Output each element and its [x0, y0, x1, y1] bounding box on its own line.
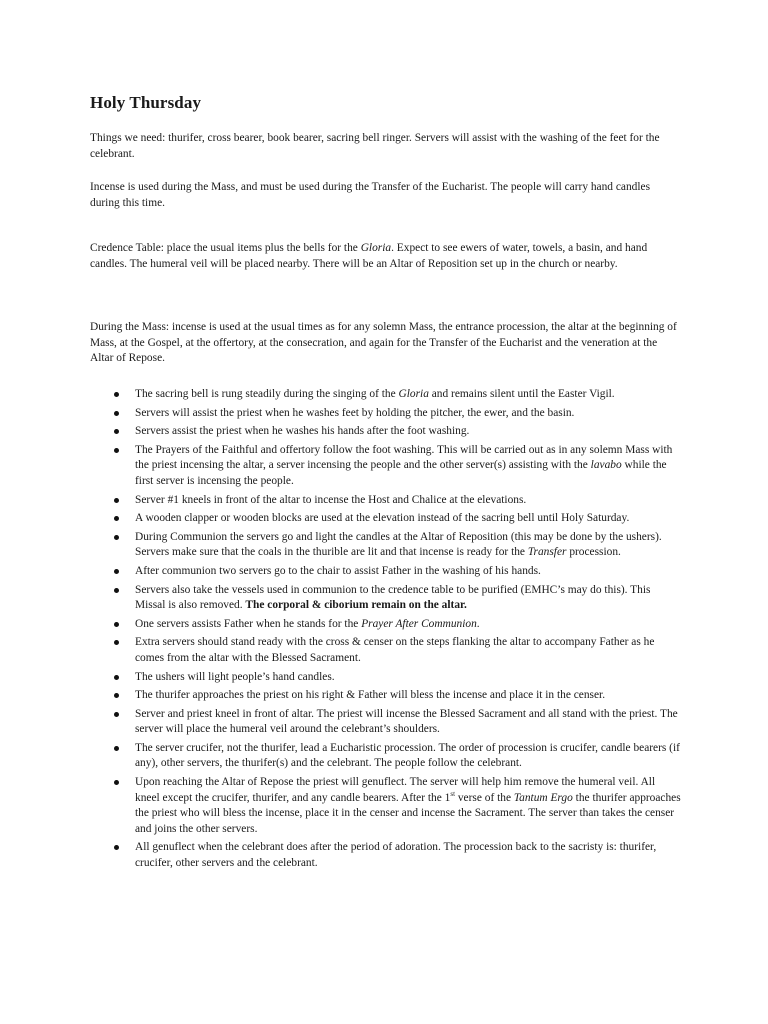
instruction-list	[90, 387, 682, 875]
list-item: Servers will assist the priest when he washes feet by holding the pitcher, the ewer, and the basin.	[90, 406, 682, 422]
bullet-icon	[114, 569, 119, 574]
during-mass-paragraph: During the Mass: incense is used at the usual times as for any solemn Mass, the entrance procession, the altar at the beginning of Mass, at the Gospel, at the offertory, at the consecration, and again for the Transfer of the Eucharist and the veneration at the Altar of Repose.	[90, 321, 677, 365]
bullet-icon	[114, 693, 119, 698]
bullet-icon	[114, 675, 119, 680]
bullet-icon	[114, 640, 119, 645]
list-item: Extra servers should stand ready with the cross & censer on the steps flanking the altar to accompany Father as he comes from the altar with the Blessed Sacrament.	[90, 635, 682, 666]
bullet-icon	[114, 780, 119, 785]
credence-table-paragraph	[90, 241, 682, 272]
list-item: During Communion the servers go and light the candles at the Altar of Reposition (this may be done by the ushers). Servers make sure that the coals in the thurible are lit and that incense is ready for the Transfer procession.	[90, 530, 682, 561]
bullet-icon	[114, 535, 119, 540]
list-item: The ushers will light people’s hand candles.	[90, 670, 682, 686]
credence-text-end: . Expect to see ewers of water, towels, a basin, and hand candles. The humeral veil will be placed nearby. There will be an Altar of Reposition set up in the church or nearby.	[90, 242, 648, 270]
page-title: Holy Thursday	[90, 93, 202, 112]
list-item: Upon reaching the Altar of Repose the priest will genuflect. The server will help him remove the humeral veil. All kneel except the crucifer, thurifer, and any candle bearers. After the 1st verse of the Tantum Ergo the thurifer approaches the priest who will bless the incense, place it in the censer and incense the Sacrament. The server than takes the censer and joins the other servers.	[90, 775, 682, 837]
bullet-icon	[114, 448, 119, 453]
credence-text-start: Credence Table: place the usual items plus the bells for the	[90, 242, 361, 254]
list-item: The sacring bell is rung steadily during the singing of the Gloria and remains silent until the Easter Vigil.	[90, 387, 682, 403]
bullet-icon	[114, 392, 119, 397]
list-item: Server #1 kneels in front of the altar to incense the Host and Chalice at the elevations.	[90, 493, 682, 509]
bullet-icon	[114, 498, 119, 503]
bullet-icon	[114, 622, 119, 627]
bullet-icon	[114, 429, 119, 434]
list-item: All genuflect when the celebrant does after the period of adoration. The procession back to the sacristy is: thurifer, crucifer, other servers and the celebrant.	[90, 840, 682, 871]
bullet-icon	[114, 746, 119, 751]
list-item: After communion two servers go to the chair to assist Father in the washing of his hands.	[90, 564, 682, 580]
bullet-icon	[114, 516, 119, 521]
bullet-icon	[114, 411, 119, 416]
credence-gloria: Gloria	[360, 242, 392, 254]
list-item: Servers also take the vessels used in communion to the credence table to be purified (EMHC’s may do this). This Missal is also removed. The corporal & ciborium remain on the altar.	[90, 583, 682, 614]
list-item: Server and priest kneel in front of altar. The priest will incense the Blessed Sacrament and all stand with the priest. The server will place the humeral veil around the celebrant’s shoulders.	[90, 707, 682, 738]
things-we-need-paragraph: Things we need: thurifer, cross bearer, book bearer, sacring bell ringer. Servers will assist with the washing of the feet for the celebrant.	[90, 132, 660, 160]
bullet-icon	[114, 588, 119, 593]
list-item: The thurifer approaches the priest on his right & Father will bless the incense and place it in the censer.	[90, 688, 682, 704]
list-item: Servers assist the priest when he washes his hands after the foot washing.	[90, 424, 682, 440]
bullet-icon	[114, 712, 119, 717]
list-item: The Prayers of the Faithful and offertory follow the foot washing. This will be carried out as in any solemn Mass with the priest incensing the altar, a server incensing the people and the other server(s) assisting with the lavabo while the first server is incensing the people.	[90, 443, 682, 490]
bullet-icon	[114, 845, 119, 850]
incense-paragraph: Incense is used during the Mass, and must be used during the Transfer of the Eucharist. The people will carry hand candles during this time.	[90, 181, 651, 209]
list-item: One servers assists Father when he stands for the Prayer After Communion.	[90, 617, 682, 633]
list-item: The server crucifer, not the thurifer, lead a Eucharistic procession. The order of procession is crucifer, candle bearers (if any), other servers, the thurifer(s) and the celebrant. The people follow the celebrant.	[90, 741, 682, 772]
list-item: A wooden clapper or wooden blocks are used at the elevation instead of the sacring bell until Holy Saturday.	[90, 511, 682, 527]
